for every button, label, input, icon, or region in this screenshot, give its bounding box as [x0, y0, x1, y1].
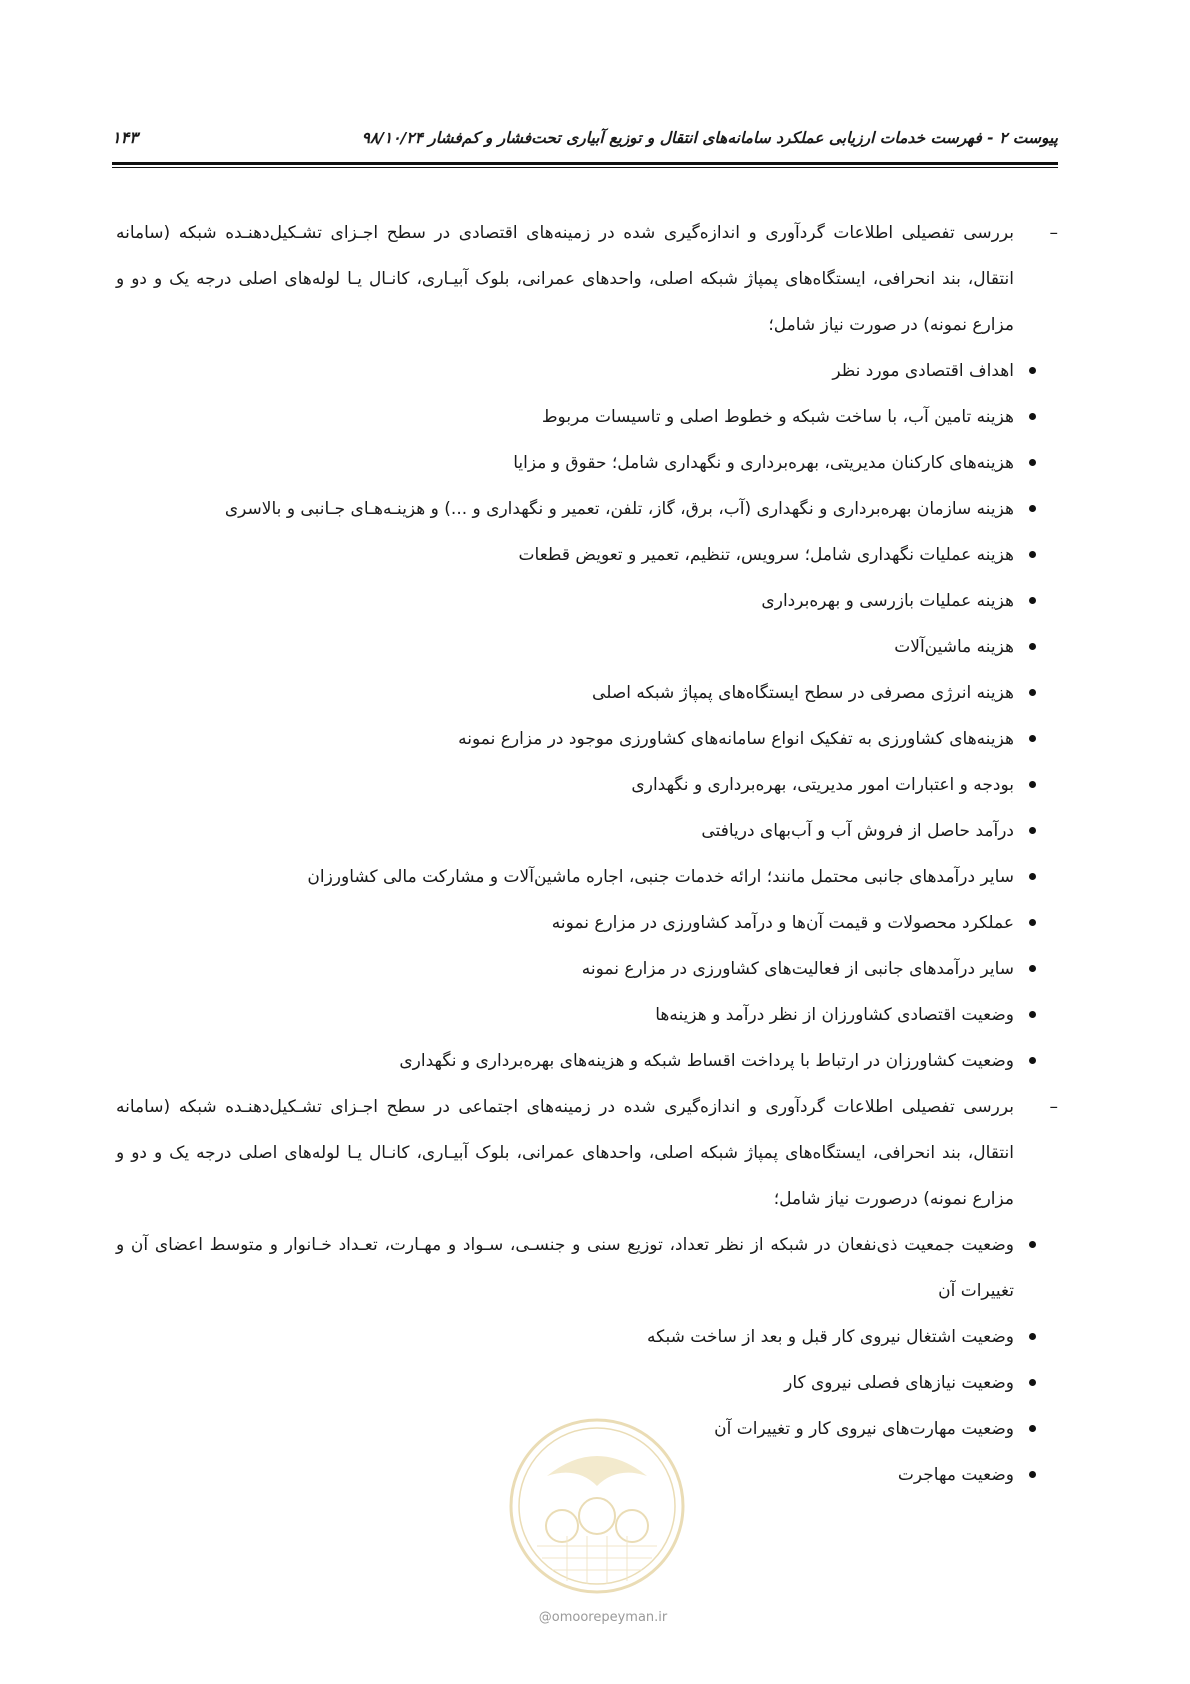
- bullet-icon: [1029, 735, 1036, 742]
- bullet-icon: [1029, 1333, 1036, 1340]
- list-item: [116, 1314, 1058, 1360]
- list-item-text: وضعیت اشتغال نیروی کار قبل و بعد از ساخت شبکه: [646, 1327, 1014, 1347]
- list-item-text: سایر درآمدهای جانبی محتمل مانند؛ ارائه خدمات جنبی، اجاره ماشین‌آلات و مشارکت مالی کشاورزان: [307, 867, 1014, 887]
- bullet-icon: [1029, 1241, 1036, 1248]
- list-item: [116, 1360, 1058, 1406]
- economic-section: [116, 210, 1058, 348]
- page-number: ۱۴۳: [112, 128, 138, 147]
- bullet-icon: [1029, 1379, 1036, 1386]
- list-item: [116, 624, 1058, 670]
- list-item-text: هزینه عملیات نگهداری شامل؛ سرویس، تنظیم، تعمیر و تعویض قطعات: [518, 545, 1014, 565]
- list-item: [116, 670, 1058, 716]
- list-item-text: سایر درآمدهای جانبی از فعالیت‌های کشاورزی در مزارع نمونه: [581, 959, 1014, 979]
- social-section: [116, 1084, 1058, 1222]
- list-item: [116, 394, 1058, 440]
- list-item: [116, 1222, 1058, 1314]
- bullet-icon: [1029, 413, 1036, 420]
- dash-marker: –: [1049, 223, 1058, 243]
- bullet-icon: [1029, 643, 1036, 650]
- list-item: [116, 808, 1058, 854]
- list-item-text: وضعیت اقتصادی کشاورزان از نظر درآمد و هزینه‌ها: [655, 1005, 1014, 1025]
- list-item-text: هزینه انرژی مصرفی در سطح ایستگاه‌های پمپاژ شبکه اصلی: [592, 683, 1014, 703]
- bullet-icon: [1029, 781, 1036, 788]
- list-item: [116, 486, 1058, 532]
- page-header: [112, 128, 1058, 147]
- bullet-icon: [1029, 1011, 1036, 1018]
- dash-marker: –: [1049, 1097, 1058, 1117]
- document-body: [116, 210, 1058, 1498]
- bullet-icon: [1029, 505, 1036, 512]
- bullet-icon: [1029, 965, 1036, 972]
- bullet-icon: [1029, 873, 1036, 880]
- bullet-icon: [1029, 597, 1036, 604]
- list-item-text: اهداف اقتصادی مورد نظر: [832, 361, 1014, 381]
- section-intro-text: بررسی تفصیلی اطلاعات گردآوری و اندازه‌گیری شده در زمینه‌های اقتصادی در سطح اجـزای تشـکیل‌دهنـده شبکه (سامانه انتقال، بند انحرافی، ایستگاه‌های پمپاژ شبکه اصلی، واحدهای عمرانی، بلوک آبیـاری، کانـال یـا لوله‌های اصلی درجه یک و دو و مزارع نمونه) در صورت نیاز شامل؛: [116, 223, 1014, 335]
- bullet-icon: [1029, 459, 1036, 466]
- list-item: [116, 992, 1058, 1038]
- list-item: [116, 946, 1058, 992]
- list-item-text: عملکرد محصولات و قیمت آن‌ها و درآمد کشاورزی در مزارع نمونه: [551, 913, 1014, 933]
- list-item: [116, 716, 1058, 762]
- list-item-text: هزینه سازمان بهره‌برداری و نگهداری (آب، برق، گاز، تلفن، تعمیر و نگهداری و ...) و هزینـه‌هـای جـانبی و بالاسری: [224, 499, 1014, 519]
- bullet-icon: [1029, 551, 1036, 558]
- list-item: [116, 532, 1058, 578]
- list-item-text: هزینه تامین آب، با ساخت شبکه و خطوط اصلی و تاسیسات مربوط: [541, 407, 1014, 427]
- list-item: [116, 348, 1058, 394]
- list-item: [116, 578, 1058, 624]
- list-item-text: وضعیت مهاجرت: [897, 1465, 1014, 1485]
- watermark-stamp-icon: [507, 1416, 687, 1596]
- header-rule: [112, 162, 1058, 168]
- bullet-icon: [1029, 1057, 1036, 1064]
- bullet-icon: [1029, 919, 1036, 926]
- list-item-text: وضعیت کشاورزان در ارتباط با پرداخت اقساط شبکه و هزینه‌های بهره‌برداری و نگهداری: [399, 1051, 1014, 1071]
- bullet-icon: [1029, 367, 1036, 374]
- bullet-icon: [1029, 1471, 1036, 1478]
- list-item-text: وضعیت مهارت‌های نیروی کار و تغییرات آن: [714, 1419, 1014, 1439]
- list-item-text: هزینه‌های کارکنان مدیریتی، بهره‌برداری و نگهداری شامل؛ حقوق و مزایا: [513, 453, 1014, 473]
- list-item-text: بودجه و اعتبارات امور مدیریتی، بهره‌برداری و نگهداری: [631, 775, 1014, 795]
- list-item: [116, 854, 1058, 900]
- list-item: [116, 762, 1058, 808]
- bullet-icon: [1029, 1425, 1036, 1432]
- section-intro-text: بررسی تفصیلی اطلاعات گردآوری و اندازه‌گیری شده در زمینه‌های اجتماعی در سطح اجـزای تشـکیل‌دهنـده شبکه (سامانه انتقال، بند انحرافی، ایستگاه‌های پمپاژ شبکه اصلی، واحدهای عمرانی، بلوک آبیـاری، کانـال یـا لوله‌های اصلی درجه یک و دو و مزارع نمونه) درصورت نیاز شامل؛: [116, 1097, 1014, 1209]
- list-item: [116, 900, 1058, 946]
- list-item-text: درآمد حاصل از فروش آب و آب‌بهای دریافتی: [701, 821, 1014, 841]
- economic-bullet-list: [116, 348, 1058, 1084]
- list-item: [116, 1038, 1058, 1084]
- bullet-icon: [1029, 689, 1036, 696]
- list-item-text: هزینه‌های کشاورزی به تفکیک انواع سامانه‌های کشاورزی موجود در مزارع نمونه: [458, 729, 1014, 749]
- list-item-text: هزینه ماشین‌آلات: [894, 637, 1014, 657]
- list-item-text: وضعیت نیازهای فصلی نیروی کار: [784, 1373, 1014, 1393]
- list-item-text: هزینه عملیات بازرسی و بهره‌برداری: [761, 591, 1014, 611]
- bullet-icon: [1029, 827, 1036, 834]
- list-item-text: وضعیت جمعیت ذی‌نفعان در شبکه از نظر تعداد، توزیع سنی و جنسـی، سـواد و مهـارت، تعـداد خـانوار و متوسط اعضای آن و تغییرات آن: [116, 1235, 1014, 1301]
- watermark-url: @omoorepeyman.ir: [538, 1610, 668, 1625]
- header-title: پیوست ۲ - فهرست خدمات ارزیابی عملکرد سامانه‌های انتقال و توزیع آبیاری تحت‌فشار و کم‌فشار ۹۸/۱۰/۲۴: [361, 129, 1058, 147]
- list-item: [116, 440, 1058, 486]
